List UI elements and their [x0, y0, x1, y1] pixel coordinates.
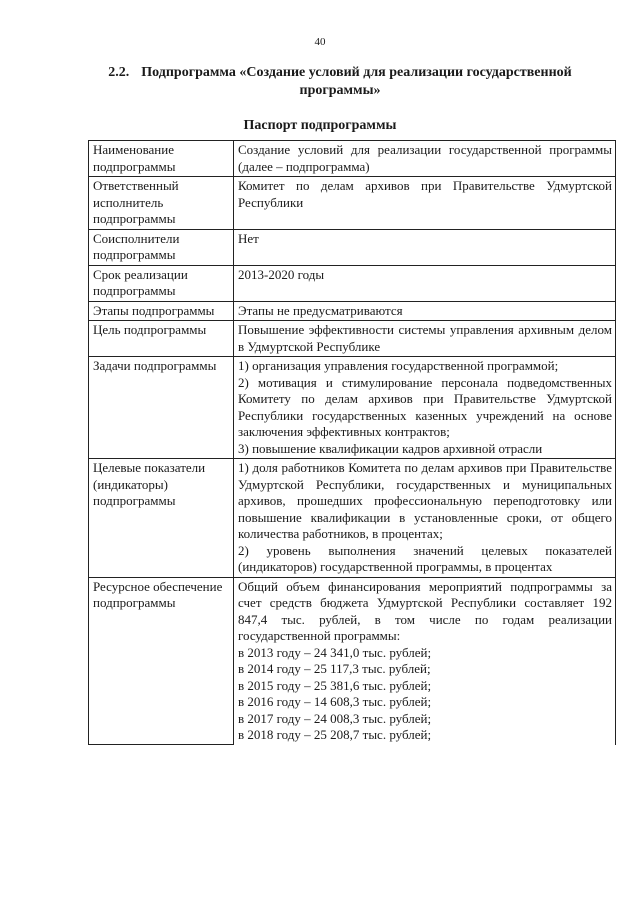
- row-label-goal: Цель подпрограммы: [89, 321, 234, 357]
- row-label-stages: Этапы подпрограммы: [89, 301, 234, 321]
- row-label-coexecutors: Соисполнители подпрограммы: [89, 229, 234, 265]
- row-value-tasks: [234, 357, 616, 459]
- section-number: 2.2.: [108, 65, 130, 80]
- table-row: [89, 141, 616, 177]
- table-row: [89, 577, 616, 745]
- section-title: [100, 64, 580, 100]
- row-label-resources: Ресурсное обеспечение подпрограммы: [89, 577, 234, 745]
- indicator-item: 1) доля работников Комитета по делам архивов при Правительстве Удмуртской Республики, государственных и муниципальных архивов, прошедших профессиональную переподготовку или повышение квалификации в установленные сроки, от общего количества работников, в процентах;: [238, 460, 612, 541]
- table-row: [89, 265, 616, 301]
- row-value-name: Создание условий для реализации государственной программы (далее – подпрограмма): [234, 141, 616, 177]
- table-row: [89, 177, 616, 230]
- year-item: в 2016 году – 14 608,3 тыс. рублей;: [238, 694, 432, 709]
- year-item: в 2014 году – 25 117,3 тыс. рублей;: [238, 661, 431, 676]
- year-item: в 2018 году – 25 208,7 тыс. рублей;: [238, 727, 432, 742]
- row-label-term: Срок реализации подпрограммы: [89, 265, 234, 301]
- year-item: в 2017 году – 24 008,3 тыс. рублей;: [238, 710, 432, 726]
- page-number: 40: [314, 36, 326, 48]
- row-value-resources: [234, 577, 616, 745]
- row-value-indicators: [234, 459, 616, 578]
- row-label-tasks: Задачи подпрограммы: [89, 357, 234, 459]
- row-value-stages: Этапы не предусматриваются: [234, 301, 616, 321]
- section-title-text: Подпрограмма «Создание условий для реализации государственной программы»: [141, 65, 572, 98]
- row-value-term: 2013-2020 годы: [234, 265, 616, 301]
- year-item: в 2013 году – 24 341,0 тыс. рублей;: [238, 644, 432, 660]
- table-row: [89, 301, 616, 321]
- task-item: 1) организация управления государственной программой;: [238, 358, 559, 373]
- table-row: [89, 321, 616, 357]
- row-value-goal: Повышение эффективности системы управления архивным делом в Удмуртской Республике: [234, 321, 616, 357]
- indicator-item: 2) уровень выполнения значений целевых показателей (индикаторов) государственной программы, в процентах: [238, 542, 612, 574]
- row-value-executor: Комитет по делам архивов при Правительстве Удмуртской Республики: [234, 177, 616, 230]
- table-row: [89, 229, 616, 265]
- resources-intro: Общий объем финансирования мероприятий подпрограммы за счет средств бюджета Удмуртской Республики составляет 192 847,4 тыс. рублей, в том числе по годам реализации государственной программы:: [238, 578, 612, 643]
- task-item: 2) мотивация и стимулирование персонала подведомственных Комитету по делам архивов при Правительстве Удмуртской Республики государственных казенных учреждений на основе заключения эффективных контрактов;: [238, 374, 612, 439]
- table-row: [89, 357, 616, 459]
- year-item: в 2015 году – 25 381,6 тыс. рублей;: [238, 677, 432, 693]
- passport-title: Паспорт подпрограммы: [243, 118, 397, 133]
- table-row: [89, 459, 616, 578]
- row-value-coexecutors: Нет: [234, 229, 616, 265]
- row-label-indicators: Целевые показатели (индикаторы) подпрограммы: [89, 459, 234, 578]
- task-item: 3) повышение квалификации кадров архивной отрасли: [238, 440, 543, 456]
- row-label-executor: Ответственный исполнитель подпрограммы: [89, 177, 234, 230]
- passport-table: [88, 140, 616, 745]
- row-label-name: Наименование подпрограммы: [89, 141, 234, 177]
